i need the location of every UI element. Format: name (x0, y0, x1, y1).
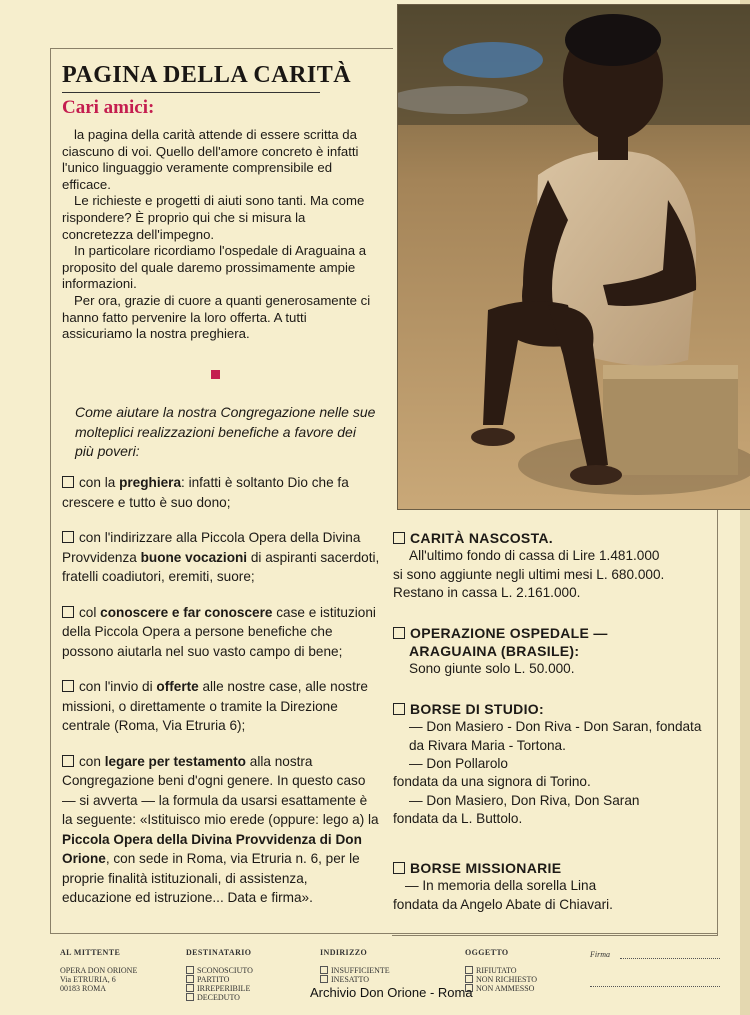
signature-line (620, 958, 720, 959)
checkbox-icon (465, 966, 473, 974)
checkbox-icon (62, 680, 74, 692)
checkbox-icon (186, 993, 194, 1001)
destinatario-column: DESTINATARIO SCONOSCIUTO PARTITO IRREPERIBILE DECEDUTO (186, 948, 253, 1002)
signature-label: Firma (590, 950, 610, 959)
intro-text (62, 127, 378, 343)
list-item: con legare per testamento alla nostra Congregazione beni d'ogni genere. In questo caso — si avverta — la formula da usarsi esattamente è la seguente: «Istituisco mio erede (oppure: lego a) la Piccola Opera della Divina Provvidenza di Don Orione, con sede in Roma, via Etruria n. 6, per le proprie finalità istituzionali, di assistenza, educazione ed istruzione... Data e firma». (62, 753, 379, 905)
intro-paragraph: Le richieste e progetti di aiuti sono tanti. Ma come rispondere? È proprio qui che si misura la concretezza dell'impegno. (62, 193, 365, 242)
mittente-column: AL MITTENTE OPERA DON ORIONE Via ETRURIA, 6 00183 ROMA (60, 948, 138, 993)
greeting: Cari amici: (62, 97, 155, 118)
donations-column (393, 529, 711, 935)
ospedale-section: OPERAZIONE OSPEDALE — ARAGUAINA (BRASILE): Sono giunte solo L. 50.000. (393, 624, 711, 679)
title-underline (62, 92, 320, 93)
intro-paragraph: Per ora, grazie di cuore a quanti generosamente ci hanno fatto pervenire la loro offerta. A tutti assicuriamo la nostra preghiera. (62, 292, 371, 342)
list-item: con l'indirizzare alla Piccola Opera della Divina Provvidenza buone vocazioni di aspiranti sacerdoti, fratelli coadiutori, eremiti, suore; (62, 530, 380, 584)
checkbox-icon (393, 862, 405, 874)
checkbox-icon (393, 703, 405, 715)
checkbox-icon (62, 531, 74, 543)
indirizzo-column: INDIRIZZO INSUFFICIENTE INESATTO (320, 948, 390, 984)
intro-paragraph: In particolare ricordiamo l'ospedale di Araguaina a proposito del quale daremo prossimamente ampie informazioni. (62, 243, 367, 292)
help-list (62, 473, 380, 924)
oggetto-column: OGGETTO RIFIUTATO NON RICHIESTO NON AMMESSO (465, 948, 537, 993)
archive-watermark: Archivio Don Orione - Roma (310, 985, 473, 1000)
page-title: PAGINA DELLA CARITÀ (62, 62, 352, 88)
checkbox-icon (62, 476, 74, 488)
checkbox-icon (465, 975, 473, 983)
list-item: con l'invio di offerte alle nostre case, alle nostre missioni, o direttamente o tramite la Direzione centrale (Roma, Via Etruria 6); (62, 679, 368, 733)
checkbox-icon (393, 532, 405, 544)
list-item: con la preghiera: infatti è soltanto Dio che fa crescere e tutto è suo dono; (62, 475, 349, 510)
checkbox-icon (186, 984, 194, 992)
how-to-help-heading: Come aiutare la nostra Congregazione nelle sue molteplici realizzazioni benefiche a favore dei più poveri: (75, 404, 376, 459)
borse-missionarie-section: BORSE MISSIONARIE — In memoria della sorella Lina fondata da Angelo Abate di Chiavari. (393, 859, 613, 912)
checkbox-icon (186, 966, 194, 974)
signature-line (590, 986, 720, 987)
borse-studio-section: BORSE DI STUDIO: — Don Masiero - Don Riva - Don Saran, fondata da Rivara Maria - Tortona. — Don Pollarolo fondata da una signora di Torino. — Don Masiero, Don Riva, Don Saran fondata da L. Buttolo. (393, 700, 702, 827)
checkbox-icon (320, 975, 328, 983)
carita-nascosta-section: CARITÀ NASCOSTA. All'ultimo fondo di cassa di Lire 1.481.000 si sono aggiunte negli ultimi mesi L. 680.000. Restano in cassa L. 2.161.000. (393, 530, 665, 601)
checkbox-icon (186, 975, 194, 983)
intro-paragraph: la pagina della carità attende di essere scritta da ciascuno di voi. Quello dell'amore concreto è infatti l'unico linguaggio veramente comprensibile ed efficace. (62, 127, 359, 192)
section-divider-square (211, 370, 220, 379)
checkbox-icon (62, 606, 74, 618)
list-item: col conoscere e far conoscere case e istituzioni della Piccola Opera a persone benefiche che possono aiutarla nel suo vasto campo di bene; (62, 604, 376, 659)
checkbox-icon (62, 755, 74, 767)
child-photo (397, 4, 750, 510)
checkbox-icon (320, 966, 328, 974)
checkbox-icon (393, 627, 405, 639)
